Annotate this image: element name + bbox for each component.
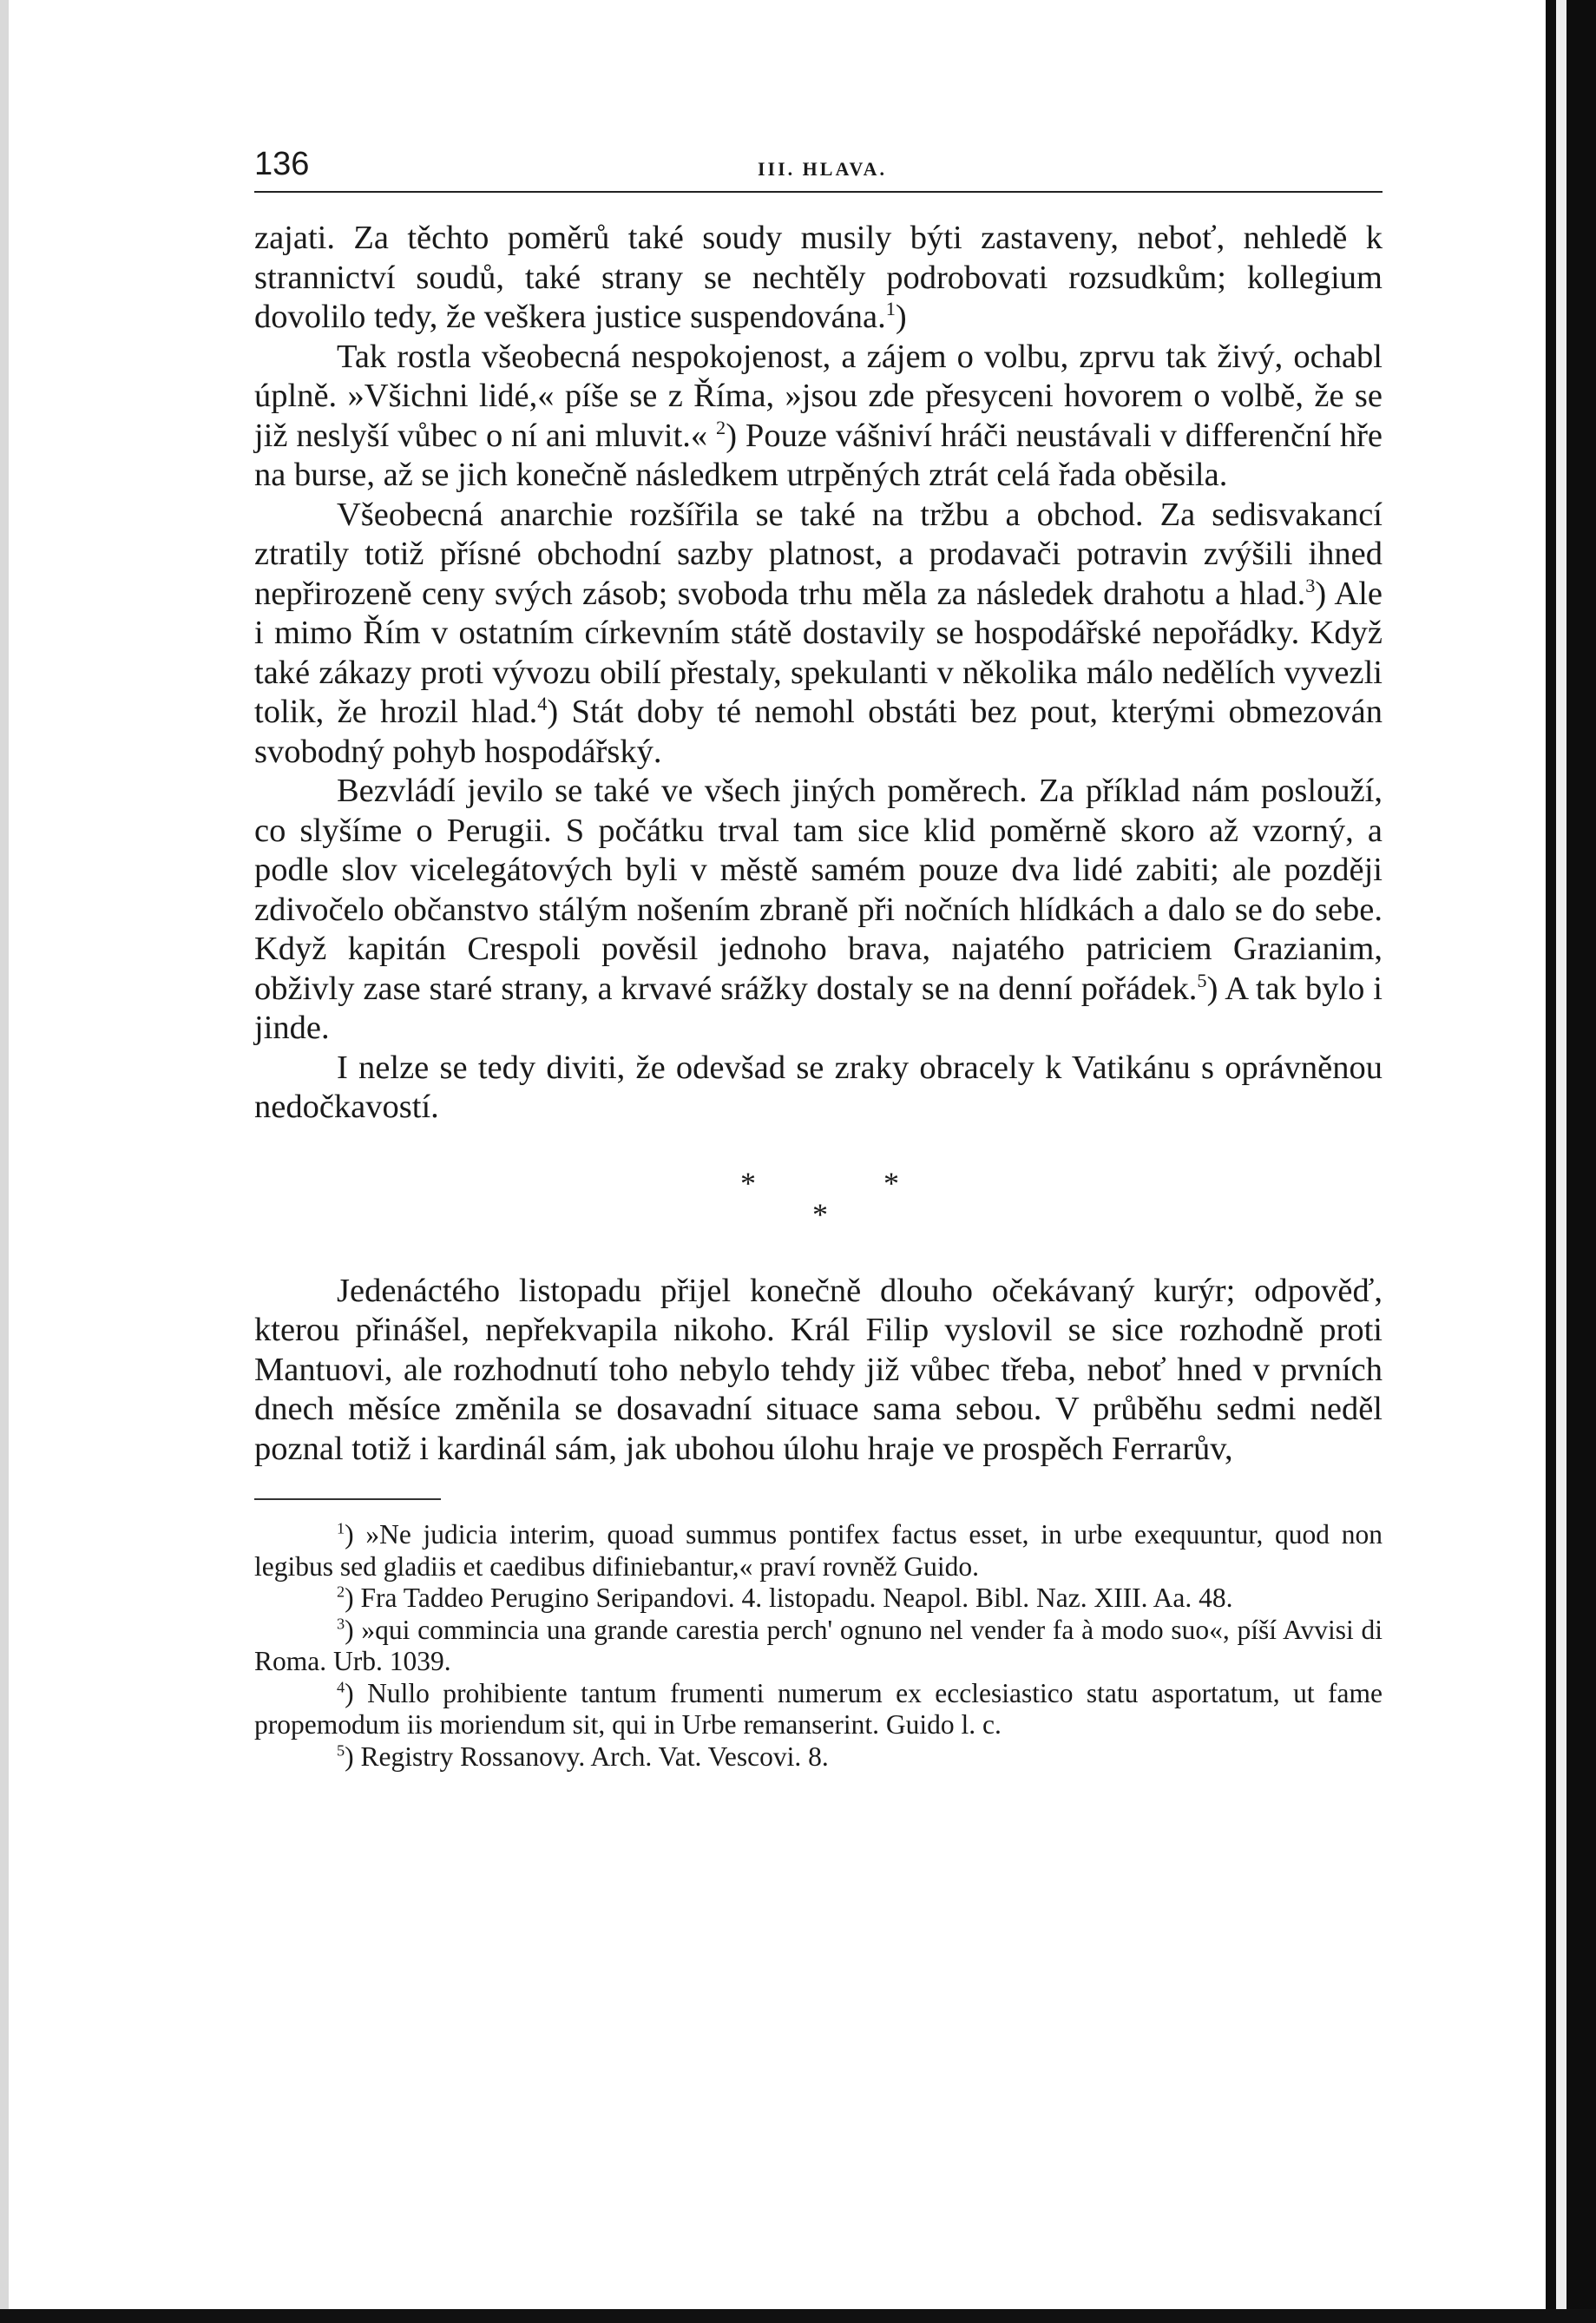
footnote-ref-3: 3: [1305, 574, 1316, 596]
asterism-star: *: [883, 1165, 899, 1201]
page-number: 136: [254, 146, 310, 182]
chapter-heading: III. HLAVA.: [758, 158, 887, 180]
footnote-divider: [254, 1498, 441, 1500]
paragraph-4: Bezvládí jevilo se také ve všech jiných poměrech. Za příklad nám poslouží, co slyšíme o Perugii. S počátku trval tam sice klid poměrně skoro až vzorný, a podle slov vicelegátových byli v městě samém pouze dva lidé zabiti; ale později zdivočelo občanstvo stálým nošením zbraně při nočních hlídkách a dalo se do sebe. Když kapitán Crespoli pověsil jednoho brava, najatého patriciem Grazianim, obživly zase staré strany, a krvavé srážky dostaly se na denní pořádek.$^5$) A tak bylo i jinde.: [254, 773, 1383, 1046]
asterism-star: *: [740, 1165, 756, 1201]
scan-edge-right: [1546, 0, 1596, 2323]
footnotes: [254, 1519, 1383, 1773]
section-break-asterism: [254, 1145, 1383, 1240]
paragraph-6: Jedenáctého listopadu přijel konečně dlouho očekávaný kurýr; odpověď, kterou přinášel, nepřekvapila nikoho. Král Filip vyslovil se sice rozhodně proti Mantuovi, ale rozhodnutí toho nebylo tehdy již vůbec třeba, neboť hned v prvních dnech měsíce změnila se dosavadní situace sama sebou. V průběhu sedmi neděl poznal totiž i kardinál sám, jak ubohou úlohu hraje ve prospěch Ferrarův,: [254, 1272, 1383, 1467]
paragraph-1: zajati. Za těchto poměrů také soudy musily býti zastaveny, neboť, nehledě k strannictví soudů, také strany se nechtěly podrobovati rozsudkům; kollegium dovolilo tedy, že veškera justice suspendována.$^1$): [254, 220, 1383, 335]
scan-edge-left: [0, 0, 9, 2323]
book-page: [254, 139, 1383, 1773]
footnote-ref-4: 4: [537, 693, 548, 715]
footnote-ref-5: 5: [1197, 969, 1207, 991]
footnote-5: $^5$) Registry Rossanovy. Arch. Vat. Vescovi. 8.: [337, 1741, 829, 1772]
footnote-2: $^2$) Fra Taddeo Perugino Seripandovi. 4. listopadu. Neapol. Bibl. Naz. XIII. Aa. 48.: [337, 1583, 1233, 1613]
running-head: [254, 139, 1383, 193]
footnote-ref-2: 2: [716, 416, 726, 438]
body-text: [254, 219, 1383, 1469]
footnote-4: $^4$) Nullo prohibiente tantum frumenti numerum ex ecclesiastico statu asportatum, ut fame propemodum iis moriendum sit, qui in Urbe remanserint. Guido l. c.: [254, 1677, 1383, 1740]
paragraph-2: Tak rostla všeobecná nespokojenost, a zájem o volbu, zprvu tak živý, ochabl úplně. »Všichni lidé,« píše se z Říma, »jsou zde přesyceni hovorem o volbě, že se již neslyší vůbec o ní ani mluvit.« $^2$) Pouze vášniví hráči neustávali v differenční hře na burse, až se jich konečně následkem utrpěných ztrát celá řada oběsila.: [254, 338, 1383, 493]
asterism-star: *: [812, 1196, 828, 1232]
paragraph-5: I nelze se tedy diviti, že odevšad se zraky obracely k Vatikánu s oprávněnou nedočkavostí.: [254, 1049, 1383, 1125]
footnote-3: $^3$) »qui commincia una grande carestia perch' ognuno nel vender fa à modo suo«, píší Avvisi di Roma. Urb. 1039.: [254, 1614, 1383, 1676]
footnote-1: $^1$) »Ne judicia interim, quoad summus pontifex factus esset, in urbe exequuntur, quod non legibus sed gladiis et caedibus difiniebantur,« praví rovněž Guido.: [254, 1519, 1383, 1582]
scan-edge-bottom: [0, 2309, 1596, 2323]
footnote-ref-1: 1: [885, 298, 896, 320]
paragraph-3: Všeobecná anarchie rozšířila se také na tržbu a obchod. Za sedisvakancí ztratily totiž přísné obchodní sazby platnost, a prodavači potravin zvýšili ihned nepřirozeně ceny svých zásob; svoboda trhu měla za následek drahotu a hlad.$^3$) Ale i mimo Řím v ostatním církevním státě dostavily se hospodářské nepořádky. Když také zákazy proti vývozu obilí přestaly, spekulanti v několika málo nedělích vyvezli tolik, že hrozil hlad.$^4$) Stát doby té nemohl obstáti bez pout, kterými obmezován svobodný pohyb hospodářský.: [254, 496, 1383, 770]
